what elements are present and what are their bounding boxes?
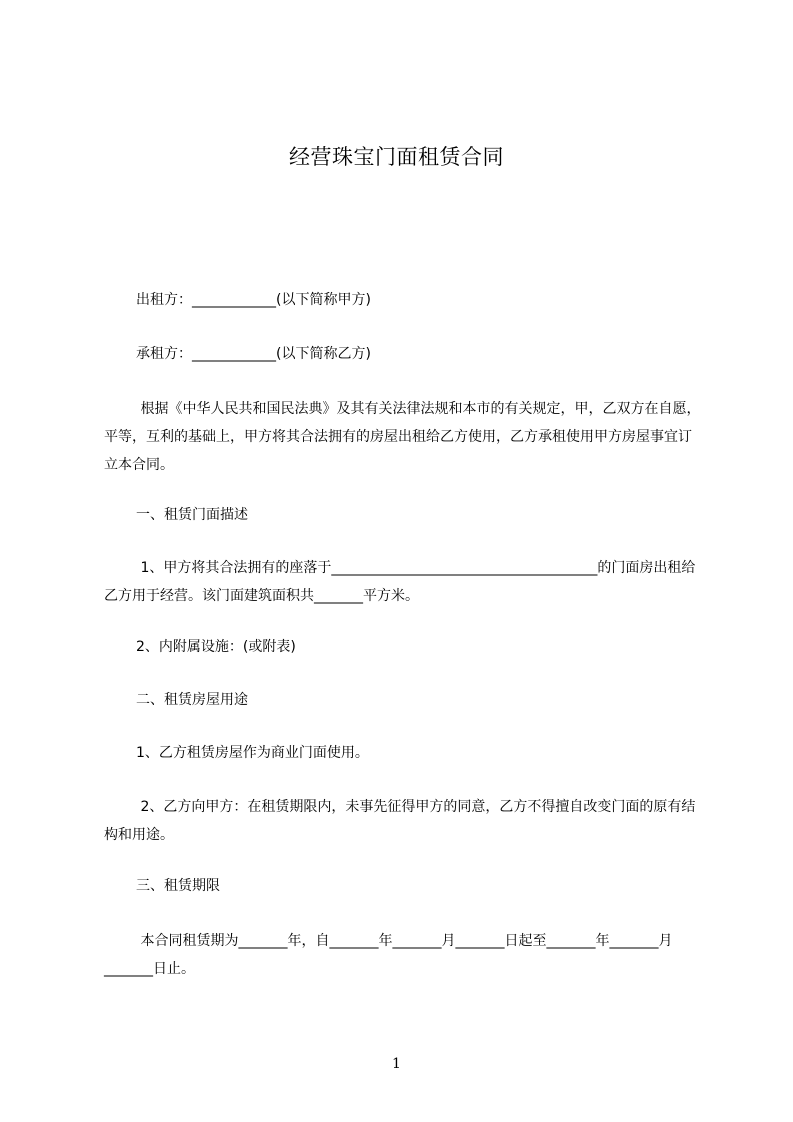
page-title: 经营珠宝门面租赁合同 bbox=[289, 145, 504, 169]
page-number: 1 bbox=[392, 1056, 401, 1072]
preamble-paragraph: 根据《中华人民共和国民法典》及其有关法律法规和本市的有关规定，甲，乙双方在自愿，平等，互利的基础上，甲方将其合法拥有的房屋出租给乙方使用，乙方承租使用甲方房屋事宜订立本合同。 bbox=[104, 401, 701, 473]
section-3-heading: 三、租赁期限 bbox=[136, 878, 220, 894]
section-2-item-2: 2、乙方向甲方：在租赁期限内，未事先征得甲方的同意，乙方不得擅自改变门面的原有结构和用途。 bbox=[104, 799, 696, 843]
section-3-item-1: 本合同租赁期为_______年，自_______年_______月_______日起至_______年_______月_______日止。 bbox=[104, 933, 673, 977]
section-1-item-1: 1、甲方将其合法拥有的座落于______________________________________的门面房出租给乙方用于经营。该门面建筑面积共_______平方米。 bbox=[104, 560, 696, 604]
lessee-line: 承租方：____________(以下简称乙方) bbox=[136, 346, 371, 362]
section-2-heading: 二、租赁房屋用途 bbox=[136, 692, 248, 708]
lessor-line: 出租方：____________(以下简称甲方) bbox=[136, 292, 371, 308]
section-1-heading: 一、租赁门面描述 bbox=[136, 507, 248, 523]
section-1-item-2: 2、内附属设施：(或附表) bbox=[136, 639, 296, 655]
section-2-item-1: 1、乙方租赁房屋作为商业门面使用。 bbox=[136, 745, 369, 761]
